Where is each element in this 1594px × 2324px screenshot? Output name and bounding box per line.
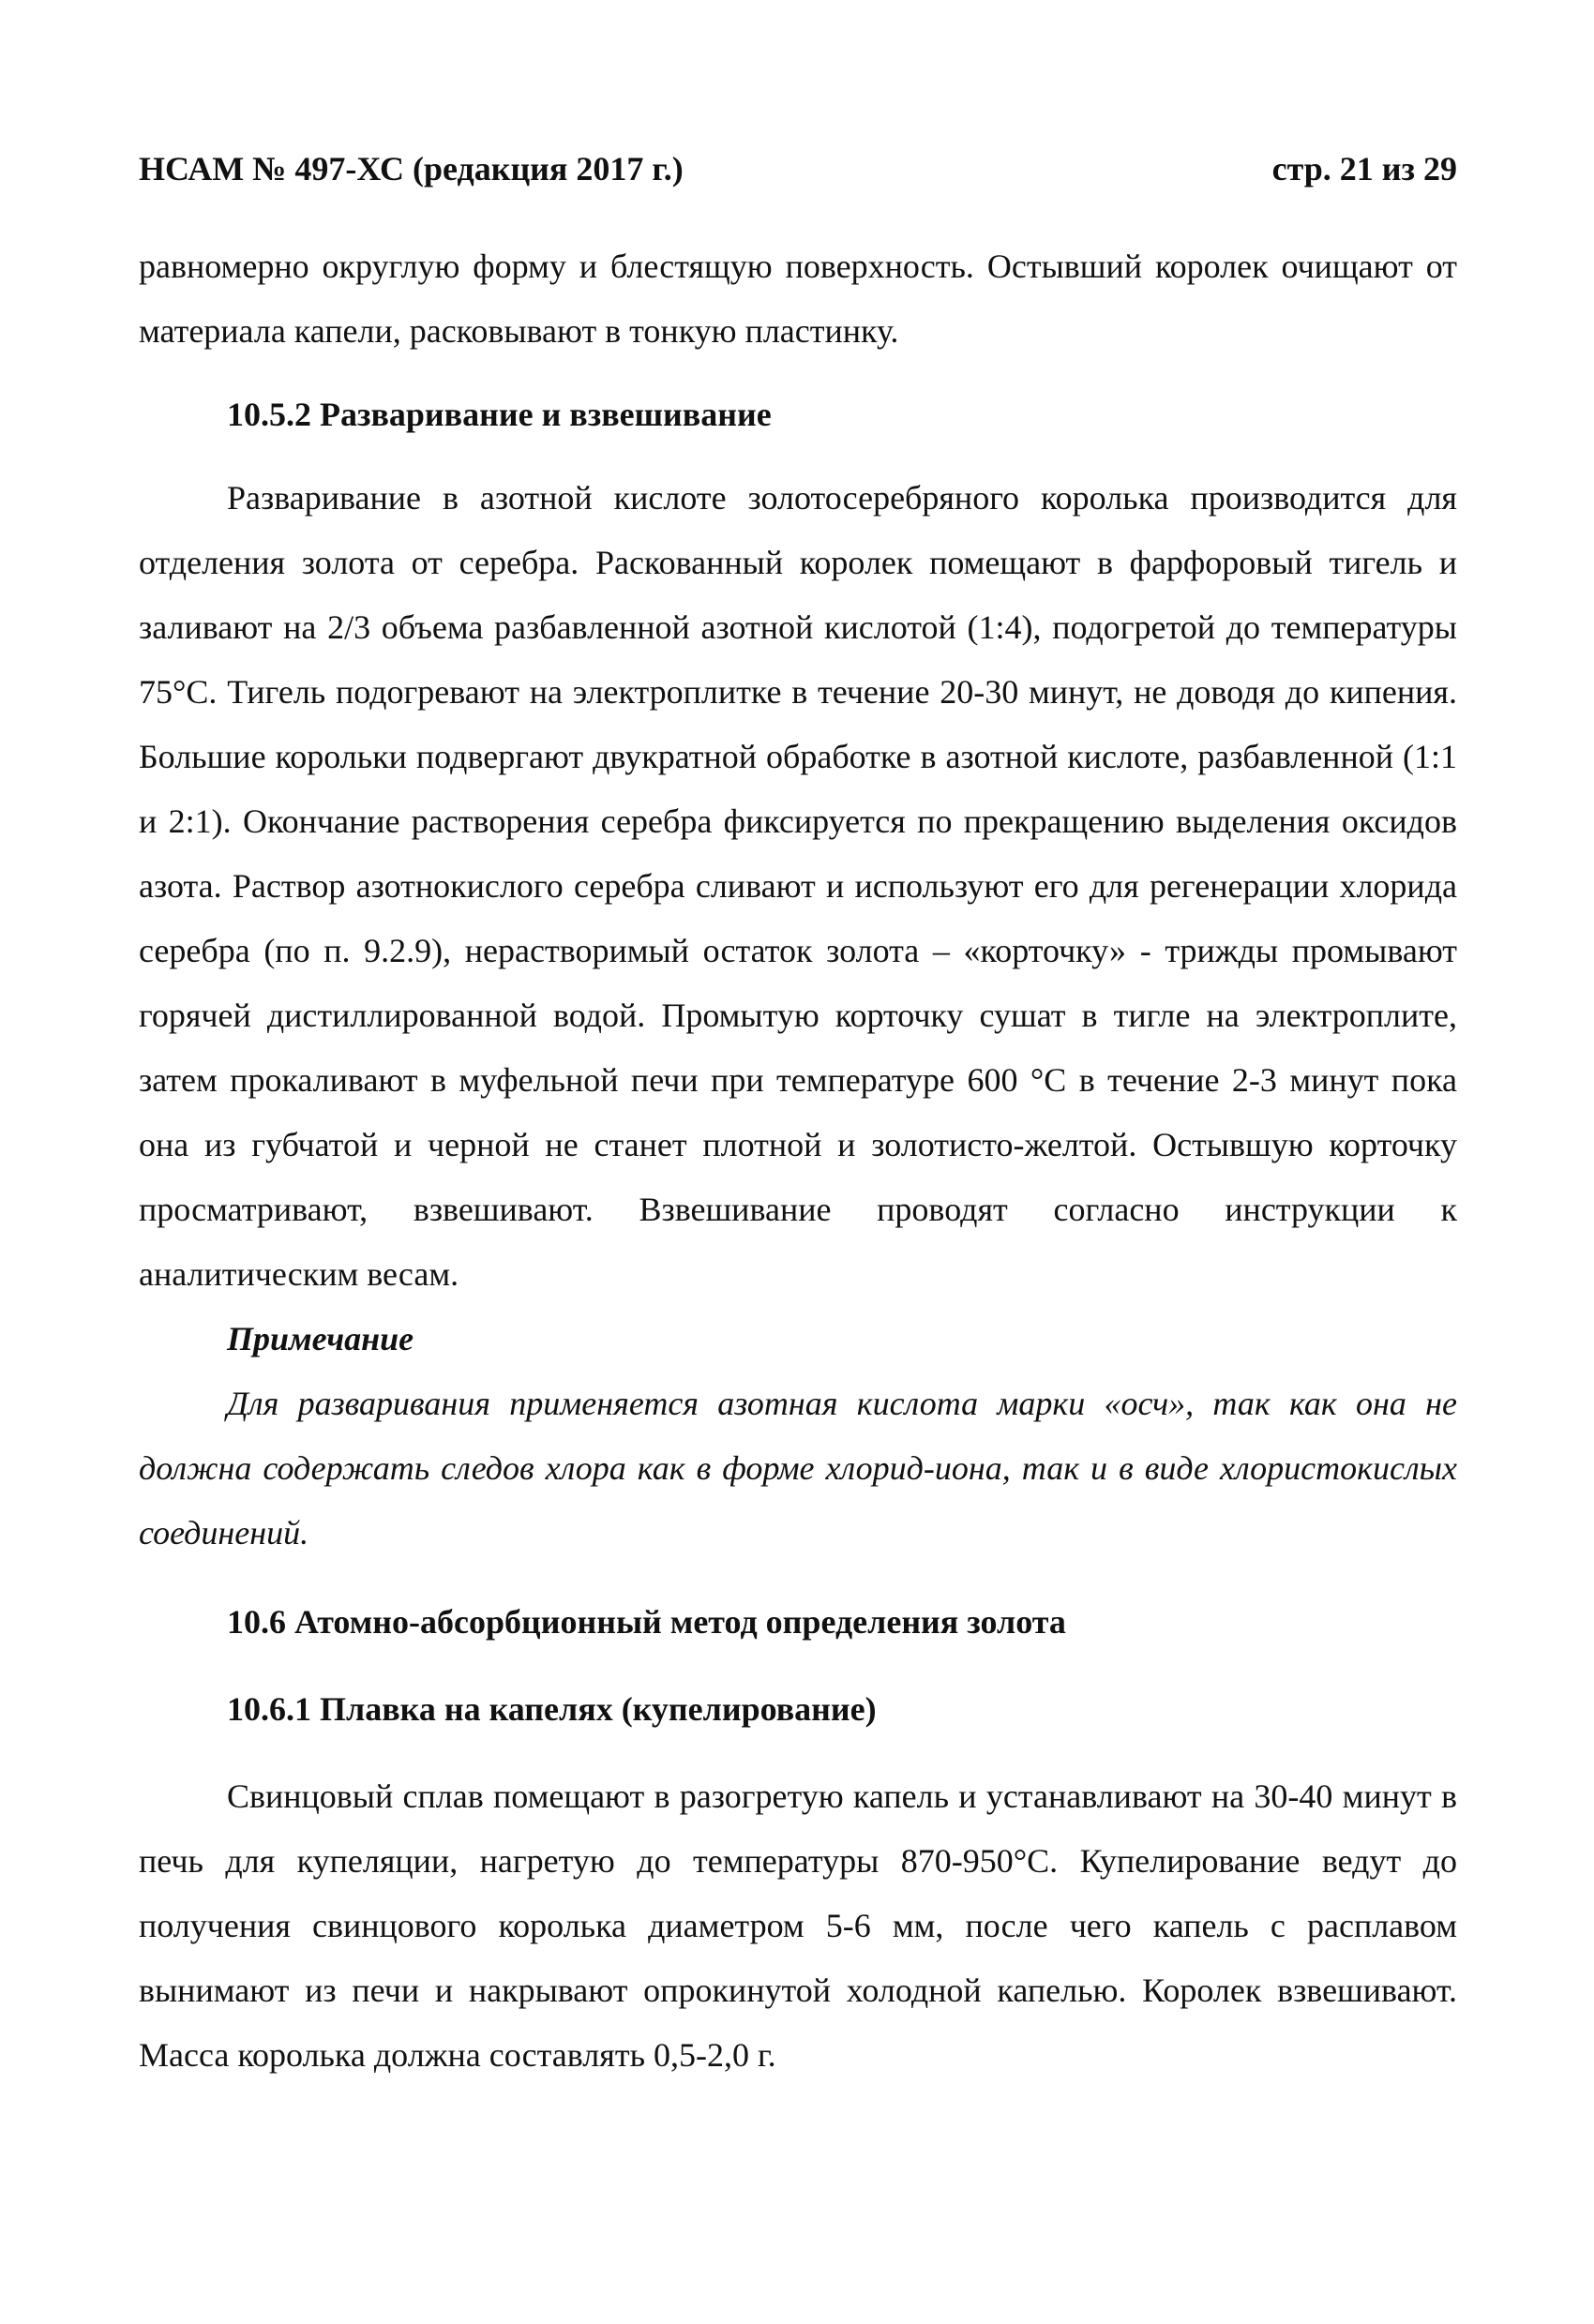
section-10-5-2-heading: 10.5.2 Разваривание и взвешивание	[227, 396, 772, 433]
continuation-paragraph: равномерно округлую форму и блестящую поверхность. Остывший королек очищают от материала капели, расковывают в тонкую пластинку.	[139, 247, 1457, 350]
note-heading: Примечание	[227, 1320, 414, 1357]
note-paragraph: Для разваривания применяется азотная кислота марки «осч», так как она не должна содержать следов хлора как в форме хлорид-иона, так и в виде хлористокислых соединений.	[139, 1385, 1457, 1552]
section-10-6-1-heading: 10.6.1 Плавка на капелях (купелирование)	[227, 1690, 877, 1728]
section-10-6-1-paragraph: Свинцовый сплав помещают в разогретую капель и устанавливают на 30-40 минут в печь для купеляции, нагретую до температуры 870-950°С. Купелирование ведут до получения свинцового королька диаметром 5-6 мм, после чего капель с расплавом вынимают из печи и накрывают опрокинутой холодной капелью. Королек взвешивают. Масса королька должна составлять 0,5-2,0 г.	[139, 1777, 1457, 2074]
document-body	[139, 234, 1457, 2088]
section-10-5-2-paragraph: Разваривание в азотной кислоте золотосеребряного королька производится для отделения золота от серебра. Раскованный королек помещают в фарфоровый тигель и заливают на 2/3 объема разбавленной азотной кислотой (1:4), подогретой до температуры 75°С. Тигель подогревают на электроплитке в течение 20-30 минут, не доводя до кипения. Большие корольки подвергают двукратной обработке в азотной кислоте, разбавленной (1:1 и 2:1). Окончание растворения серебра фиксируется по прекращению выделения оксидов азота. Раствор азотнокислого серебра сливают и используют его для регенерации хлорида серебра (по п. 9.2.9), нерастворимый остаток золота – «корточку» - трижды промывают горячей дистиллированной водой. Промытую корточку сушат в тигле на электроплите, затем прокаливают в муфельной печи при температуре 600 °С в течение 2-3 минут пока она из губчатой и черной не станет плотной и золотисто-желтой. Остывшую корточку просматривают, взвешивают. Взвешивание проводят согласно инструкции к аналитическим весам.	[139, 479, 1457, 1293]
document-id: НСАМ № 497-ХС (редакция 2017 г.)	[139, 150, 684, 187]
section-10-6-heading: 10.6 Атомно-абсорбционный метод определения золота	[227, 1603, 1066, 1641]
page-number: стр. 21 из 29	[1271, 150, 1457, 187]
